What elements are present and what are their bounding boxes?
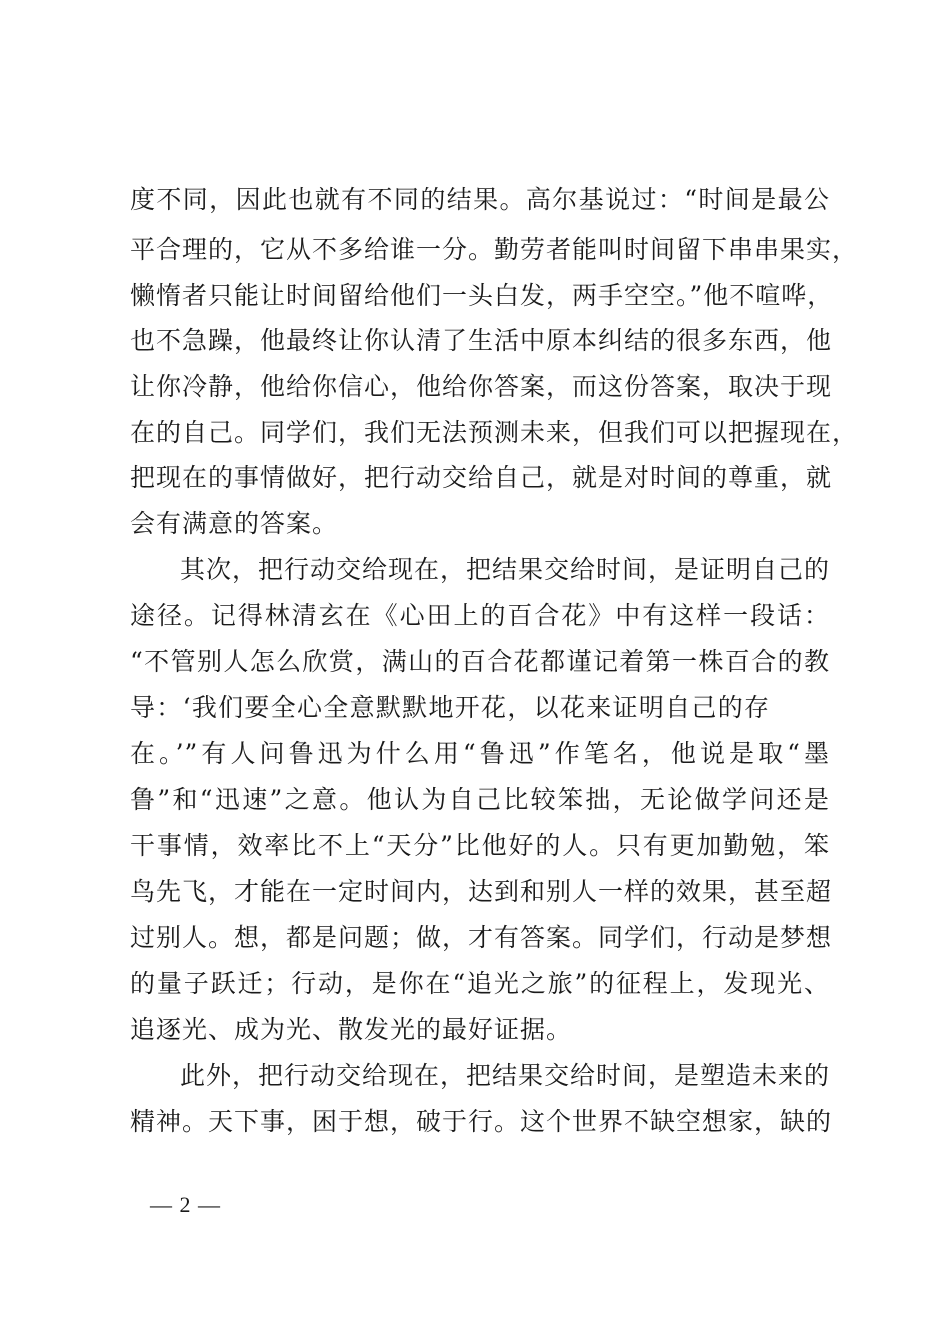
text-line: 追逐光、成为光、散发光的最好证据。	[130, 1015, 573, 1044]
text-line: 懒惰者只能让时间留给他们一头白发，两手空空。”他不喧哗，	[130, 281, 834, 310]
text-line: 在。’”有人问鲁迅为什么用“鲁迅”作笔名，他说是取“墨	[130, 739, 830, 768]
text-line: 的量子跃迁；行动，是你在“追光之旅”的征程上，发现光、	[130, 969, 830, 998]
text-line: “不管别人怎么欣赏，满山的百合花都谨记着第一株百合的教	[130, 647, 830, 676]
text-line: 也不急躁，他最终让你认清了生活中原本纠结的很多东西，他	[130, 326, 833, 355]
page-number: — 2 —	[150, 1192, 221, 1217]
text-line: 精神。天下事，困于想，破于行。这个世界不缺空想家，缺的	[130, 1107, 833, 1136]
text-line: 导：‘我们要全心全意默默地开花，以花来证明自己的存	[130, 693, 770, 722]
text-line: 鲁”和“迅速”之意。他认为自己比较笨拙，无论做学问还是	[130, 785, 830, 814]
text-line: 让你冷静，他给你信心，他给你答案，而这份答案，取决于现	[130, 372, 833, 401]
text-line: 在的自己。同学们，我们无法预测未来，但我们可以把握现在，	[130, 418, 859, 447]
text-line: 度不同，因此也就有不同的结果。高尔基说过：“时间是最公	[130, 185, 830, 214]
text-line: 会有满意的答案。	[130, 509, 339, 538]
text-line: 途径。记得林清玄在《心田上的百合花》中有这样一段话：	[130, 601, 830, 630]
text-line: 把现在的事情做好，把行动交给自己，就是对时间的尊重，就	[130, 463, 833, 492]
text-line: 干事情，效率比不上“天分”比他好的人。只有更加勤勉，笨	[130, 831, 830, 860]
text-line: 过别人。想，都是问题；做，才有答案。同学们，行动是梦想	[130, 923, 833, 952]
text-line: 鸟先飞，才能在一定时间内，达到和别人一样的效果，甚至超	[130, 877, 833, 906]
text-line: 平合理的，它从不多给谁一分。勤劳者能叫时间留下串串果实，	[130, 235, 859, 264]
paragraph-first-line: 其次，把行动交给现在，把结果交给时间，是证明自己的	[180, 555, 831, 584]
paragraph-first-line: 此外，把行动交给现在，把结果交给时间，是塑造未来的	[180, 1061, 831, 1090]
